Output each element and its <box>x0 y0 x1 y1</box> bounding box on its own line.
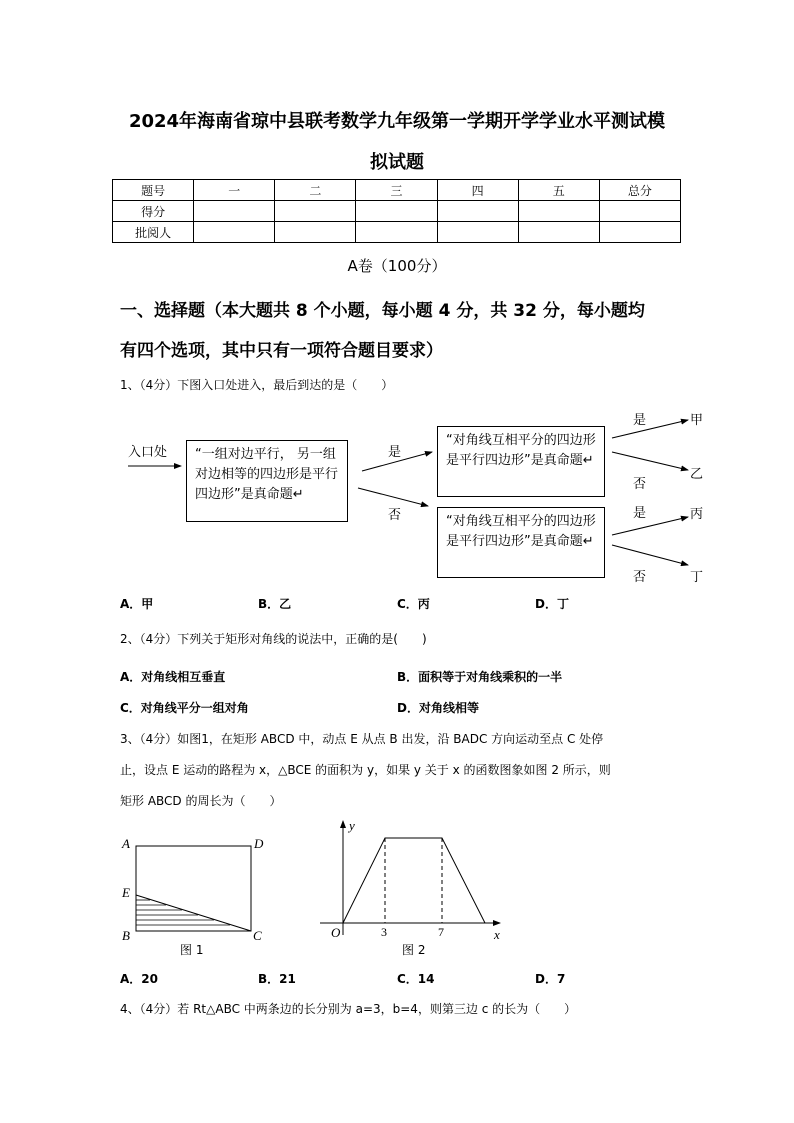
flow-outcome: 丁 <box>690 570 704 585</box>
figure-1-caption: 图 1 <box>180 943 204 957</box>
table-cell: 题号 <box>113 180 194 201</box>
flow-entry-label: 入口处 <box>128 445 168 460</box>
flow-box-3: “对角线互相平分的四边形是平行四边形”是真命题↵ <box>437 507 605 578</box>
flow-yes-label: 是 <box>633 413 647 428</box>
section-heading-line1: 一、选择题（本大题共 8 个小题，每小题 4 分，共 32 分，每小题均 <box>120 301 645 321</box>
label-a: A <box>122 836 130 851</box>
label-origin: O <box>331 925 341 940</box>
tick-label: 3 <box>381 925 387 939</box>
table-cell: 三 <box>356 180 437 201</box>
question-4-stem: 4、（4分）若 Rt△ABC 中两条边的长分别为 a=3，b=4，则第三边 c 的长为（ ） <box>120 1002 577 1016</box>
option-d[interactable]: D．丁 <box>535 597 569 611</box>
document-title-line2: 拟试题 <box>370 152 424 173</box>
option-a[interactable]: A．20 <box>120 972 158 986</box>
label-b: B <box>122 928 130 943</box>
flow-no-label: 否 <box>633 570 647 585</box>
volume-heading: A卷（100分） <box>347 257 447 275</box>
label-e: E <box>122 885 130 900</box>
flow-yes-label: 是 <box>633 506 647 521</box>
question-1-stem: 1、（4分）下图入口处进入，最后到达的是（ ） <box>120 378 394 392</box>
option-b[interactable]: B．面积等于对角线乘积的一半 <box>397 670 563 684</box>
option-b[interactable]: B．乙 <box>258 597 292 611</box>
question-2-stem: 2、（4分）下列关于矩形对角线的说法中，正确的是( ) <box>120 632 427 646</box>
tick-label: 7 <box>438 925 444 939</box>
flow-no-label: 否 <box>388 508 402 523</box>
flow-box-1: “一组对边平行， 另一组对边相等的四边形是平行四边形”是真命题↵ <box>186 440 348 522</box>
table-cell: 一 <box>194 180 275 201</box>
label-c: C <box>253 928 262 943</box>
table-cell: 五 <box>518 180 599 201</box>
option-d[interactable]: D．7 <box>535 972 566 986</box>
table-cell: 总分 <box>599 180 680 201</box>
flow-no-label: 否 <box>633 477 647 492</box>
table-cell: 四 <box>437 180 518 201</box>
document-title-line1: 2024年海南省琼中县联考数学九年级第一学期开学学业水平测试模 <box>128 111 666 132</box>
label-d: D <box>254 836 264 851</box>
table-cell: 二 <box>275 180 356 201</box>
option-c[interactable]: C．对角线平分一组对角 <box>120 701 249 715</box>
section-heading-line2: 有四个选项，其中只有一项符合题目要求） <box>120 341 443 361</box>
flow-outcome: 丙 <box>690 507 704 522</box>
figure-2-caption: 图 2 <box>402 943 426 957</box>
option-b[interactable]: B．21 <box>258 972 296 986</box>
question-3-line3: 矩形 ABCD 的周长为（ ） <box>120 794 282 808</box>
flow-outcome: 乙 <box>690 467 704 482</box>
option-c[interactable]: C．14 <box>397 972 435 986</box>
label-y-axis: y <box>349 818 355 833</box>
flow-yes-label: 是 <box>388 445 402 460</box>
option-d[interactable]: D．对角线相等 <box>397 701 479 715</box>
label-x-axis: x <box>494 927 500 942</box>
question-3-line1: 3、（4分）如图1，在矩形 ABCD 中，动点 E 从点 B 出发，沿 BADC 方向运动至点 C 处停 <box>120 732 604 746</box>
option-a[interactable]: A．甲 <box>120 597 154 611</box>
flow-box-2: “对角线互相平分的四边形是平行四边形”是真命题↵ <box>437 426 605 497</box>
option-a[interactable]: A．对角线相互垂直 <box>120 670 226 684</box>
table-cell: 得分 <box>113 201 194 222</box>
flow-outcome: 甲 <box>690 413 704 428</box>
option-c[interactable]: C．丙 <box>397 597 430 611</box>
table-cell: 批阅人 <box>113 222 194 243</box>
question-3-line2: 止，设点 E 运动的路程为 x，△BCE 的面积为 y，如果 y 关于 x 的函数图象如图 2 所示，则 <box>120 763 611 777</box>
